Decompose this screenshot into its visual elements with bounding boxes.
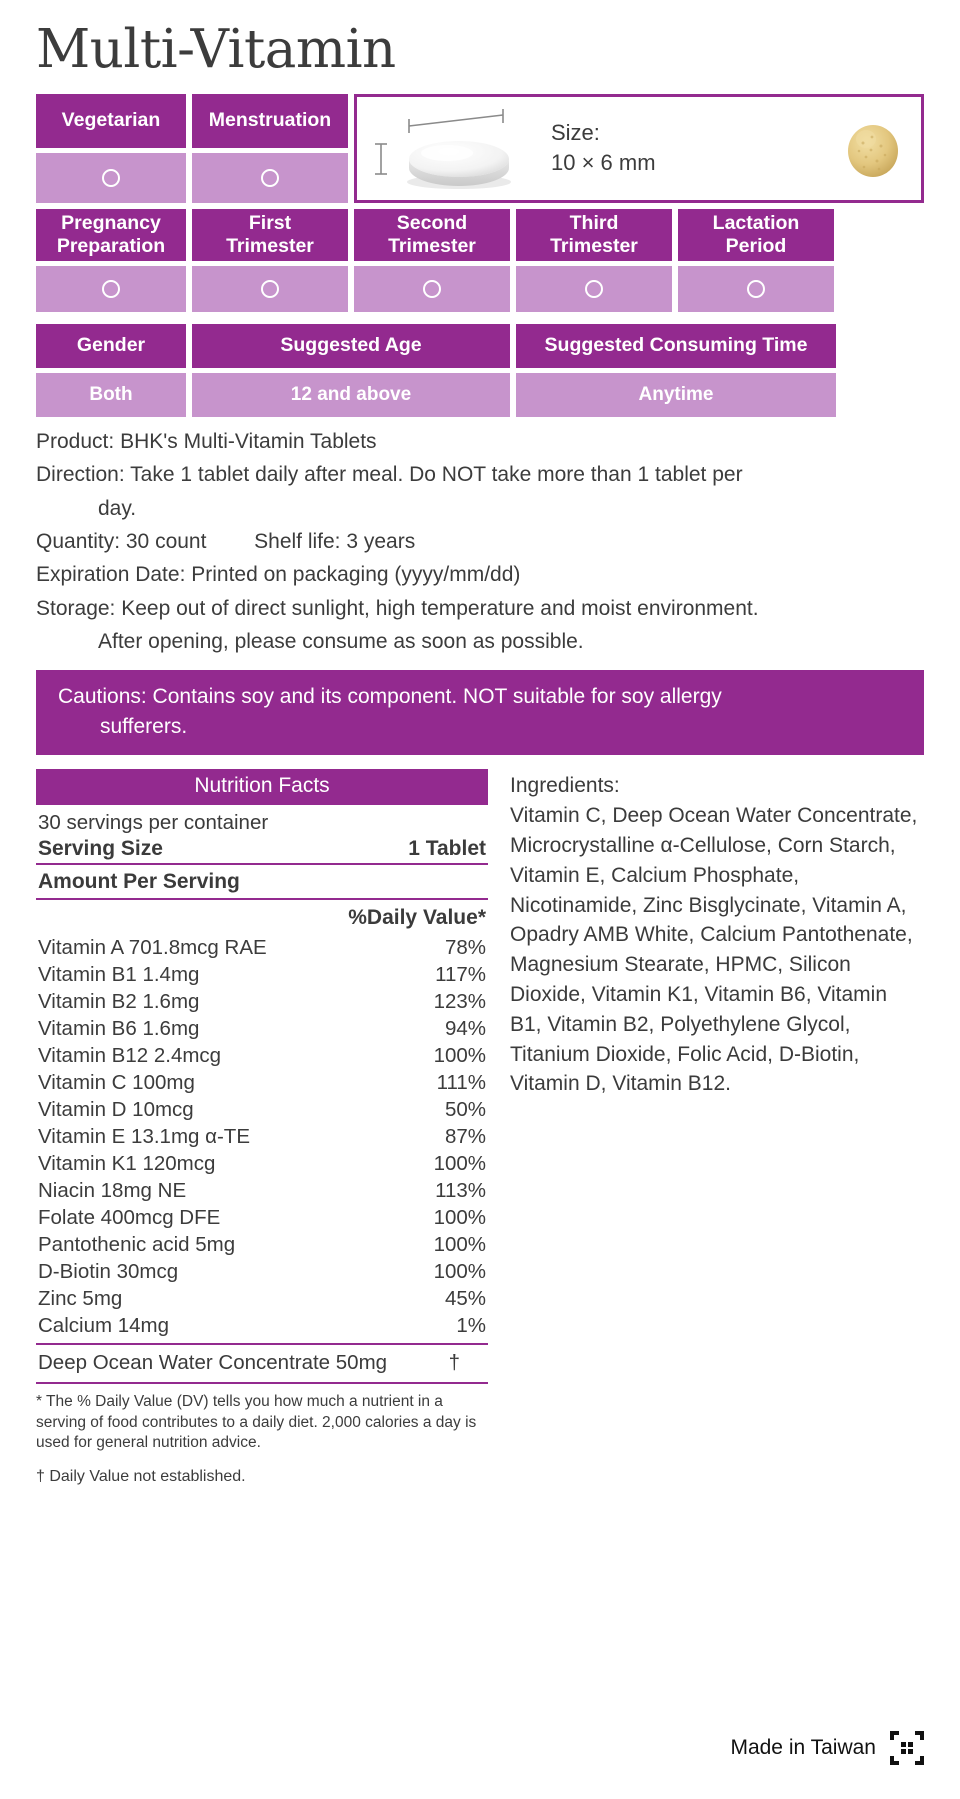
page-title: Multi-Vitamin	[36, 19, 396, 80]
size-panel	[354, 94, 924, 203]
nutrition-row	[36, 1069, 488, 1096]
circle-ring-icon	[747, 280, 765, 298]
attribute-menstruation	[192, 94, 348, 203]
product-info-block	[36, 427, 924, 658]
nutrient-daily-value: 100%	[433, 1205, 486, 1229]
attribute-second-trimester-value	[354, 266, 510, 312]
nutrient-daily-value: 94%	[444, 1016, 486, 1040]
attribute-first-trimester-header: First Trimester	[192, 209, 348, 261]
nutrient-daily-value: 1%	[456, 1313, 486, 1337]
attribute-gender-value: Both	[36, 373, 186, 417]
lower-section	[36, 769, 924, 1486]
quantity-value: Quantity: 30 count	[36, 529, 207, 553]
size-label: Size:	[551, 120, 600, 146]
nutrition-row	[36, 1015, 488, 1042]
ingredients-label: Ingredients:	[510, 774, 620, 798]
nutrient-name: Vitamin B1 1.4mg	[38, 962, 200, 986]
attribute-first-trimester	[192, 209, 348, 312]
nutrition-row	[36, 1042, 488, 1069]
nutrient-daily-value: 78%	[444, 935, 486, 959]
product-line	[36, 427, 924, 457]
serving-size-value: 1 Tablet	[408, 837, 486, 861]
daily-value-header: %Daily Value*	[348, 906, 486, 930]
attribute-suggested-age	[192, 324, 510, 417]
attribute-vegetarian	[36, 94, 186, 203]
nutrient-daily-value: 111%	[436, 1070, 486, 1094]
nutrition-facts-panel	[36, 769, 488, 1486]
nutrition-row	[36, 1177, 488, 1204]
quantity-shelf-line	[36, 527, 924, 557]
attribute-lactation-period-header: Lactation Period	[678, 209, 834, 261]
ingredients-panel	[510, 769, 924, 1486]
nutrient-name: Vitamin B6 1.6mg	[38, 1016, 200, 1040]
nutrient-name: Folate 400mcg DFE	[38, 1205, 221, 1229]
nutrition-extra-row	[36, 1343, 488, 1384]
nutrient-name: Vitamin B2 1.6mg	[38, 989, 200, 1013]
nutrient-daily-value: 113%	[435, 1178, 486, 1202]
direction-line-1: Direction: Take 1 tablet daily after meal. Do NOT take more than 1 tablet per	[36, 463, 743, 487]
nutrient-daily-value: 100%	[433, 1043, 486, 1067]
nutrient-daily-value: 117%	[435, 962, 486, 986]
cautions-banner	[36, 670, 924, 756]
nutrient-name: Vitamin K1 120mcg	[38, 1151, 216, 1175]
attribute-vegetarian-header: Vegetarian	[36, 94, 186, 148]
white-tablet-icon	[367, 104, 537, 192]
attribute-suggested-age-value: 12 and above	[192, 373, 510, 417]
nutrient-daily-value: 87%	[444, 1124, 486, 1148]
expiration-line: Expiration Date: Printed on packaging (yyyy/mm/dd)	[36, 563, 521, 587]
nutrient-name: Niacin 18mg NE	[38, 1178, 187, 1202]
nutrition-row	[36, 1204, 488, 1231]
amount-per-serving-row	[36, 865, 488, 900]
circle-ring-icon	[261, 280, 279, 298]
circle-ring-icon	[102, 280, 120, 298]
ingredients-text: Vitamin C, Deep Ocean Water Concentrate, Microcrystalline α-Cellulose, Corn Starch, Vitamin E, Calcium Phosphate, Nicotinamide, Zinc Bisglycinate, Vitamin A, Opadry AMB White, Calcium Pantothenate, Magnesium Stearate, HPMC, Silicon Dioxide, Vitamin K1, Vitamin B6, Vitamin B1, Vitamin B2, Polyethylene Glycol, Titanium Dioxide, Folic Acid, D-Biotin, Vitamin D, Vitamin B12.	[510, 804, 918, 1096]
footnotes	[36, 1392, 488, 1486]
nutrient-name: Vitamin C 100mg	[38, 1070, 195, 1094]
cautions-line-1: Cautions: Contains soy and its component. NOT suitable for soy allergy	[58, 684, 722, 708]
nutrient-daily-value: 123%	[433, 989, 486, 1013]
attribute-pregnancy-preparation-value	[36, 266, 186, 312]
nutrition-row	[36, 988, 488, 1015]
nutrient-name: Vitamin A 701.8mcg RAE	[38, 935, 267, 959]
made-in-taiwan-group	[730, 1731, 924, 1765]
nutrient-name: Zinc 5mg	[38, 1286, 123, 1310]
nutrient-daily-value: 100%	[433, 1259, 486, 1283]
attribute-second-trimester	[354, 209, 510, 312]
servings-per-container: 30 servings per container	[38, 811, 269, 835]
attribute-gender-header: Gender	[36, 324, 186, 368]
storage-line-1: Storage: Keep out of direct sunlight, high temperature and moist environment.	[36, 596, 759, 620]
direction-line-2: day.	[98, 496, 137, 520]
attribute-suggested-age-header: Suggested Age	[192, 324, 510, 368]
attribute-third-trimester-value	[516, 266, 672, 312]
attribute-first-trimester-value	[192, 266, 348, 312]
attribute-lactation-period	[678, 209, 834, 312]
product-value: BHK's Multi-Vitamin Tablets	[120, 429, 377, 453]
extra-row-name: Deep Ocean Water Concentrate 50mg	[38, 1351, 388, 1375]
nutrient-daily-value: 100%	[433, 1151, 486, 1175]
nutrient-name: Pantothenic acid 5mg	[38, 1232, 236, 1256]
nutrition-facts-title: Nutrition Facts	[36, 769, 488, 805]
nutrition-row	[36, 1150, 488, 1177]
amount-per-serving-label: Amount Per Serving	[38, 870, 240, 894]
size-text-group	[551, 118, 833, 177]
nutrition-row	[36, 1231, 488, 1258]
nutrition-row	[36, 961, 488, 988]
circle-ring-icon	[423, 280, 441, 298]
nutrition-row	[36, 1096, 488, 1123]
nutrition-row	[36, 934, 488, 961]
nutrient-name: Vitamin B12 2.4mcg	[38, 1043, 222, 1067]
circle-ring-icon	[585, 280, 603, 298]
attribute-consuming-time-value: Anytime	[516, 373, 836, 417]
taiwan-quality-mark-icon	[890, 1731, 924, 1765]
shelf-life-value: Shelf life: 3 years	[254, 529, 416, 553]
attribute-gender	[36, 324, 186, 417]
nutrition-row	[36, 1258, 488, 1285]
size-dimensions: 10 × 6 mm	[551, 150, 656, 176]
storage-line-2: After opening, please consume as soon as possible.	[98, 630, 584, 654]
attribute-third-trimester	[516, 209, 672, 312]
nutrition-rows	[36, 934, 488, 1339]
nutrient-daily-value: 50%	[444, 1097, 486, 1121]
footnote-daily-value: * The % Daily Value (DV) tells you how much a nutrient in a serving of food contributes to a daily diet. 2,000 calories a day is used for general nutrition advice.	[36, 1393, 477, 1452]
nutrient-name: Vitamin E 13.1mg α-TE	[38, 1124, 250, 1148]
attribute-third-trimester-header: Third Trimester	[516, 209, 672, 261]
attribute-pregnancy-preparation-header: Pregnancy Preparation	[36, 209, 186, 261]
serving-size-label: Serving Size	[38, 837, 163, 861]
attribute-menstruation-value	[192, 153, 348, 203]
footnote-dagger: † Daily Value not established.	[36, 1467, 246, 1485]
attribute-row-3	[36, 324, 924, 417]
attribute-row-2	[36, 209, 924, 312]
nutrient-daily-value: 45%	[444, 1286, 486, 1310]
cautions-line-2: sufferers.	[100, 714, 188, 738]
attribute-pregnancy-preparation	[36, 209, 186, 312]
nutrient-name: D-Biotin 30mcg	[38, 1259, 179, 1283]
made-in-taiwan-label: Made in Taiwan	[730, 1736, 876, 1759]
peanut-icon	[833, 117, 905, 179]
attribute-consuming-time	[516, 324, 836, 417]
product-label: Product:	[36, 429, 115, 453]
nutrition-row	[36, 1123, 488, 1150]
extra-row-dv: †	[448, 1351, 460, 1375]
attribute-menstruation-header: Menstruation	[192, 94, 348, 148]
attribute-vegetarian-value	[36, 153, 186, 203]
nutrient-name: Calcium 14mg	[38, 1313, 170, 1337]
attribute-lactation-period-value	[678, 266, 834, 312]
nutrition-row	[36, 1312, 488, 1339]
attribute-consuming-time-header: Suggested Consuming Time	[516, 324, 836, 368]
serving-size-row	[36, 836, 488, 865]
circle-ring-icon	[102, 169, 120, 187]
nutrient-daily-value: 100%	[433, 1232, 486, 1256]
nutrition-row	[36, 1285, 488, 1312]
nutrient-name: Vitamin D 10mcg	[38, 1097, 194, 1121]
circle-ring-icon	[261, 169, 279, 187]
attribute-row-1	[36, 94, 924, 203]
attribute-second-trimester-header: Second Trimester	[354, 209, 510, 261]
